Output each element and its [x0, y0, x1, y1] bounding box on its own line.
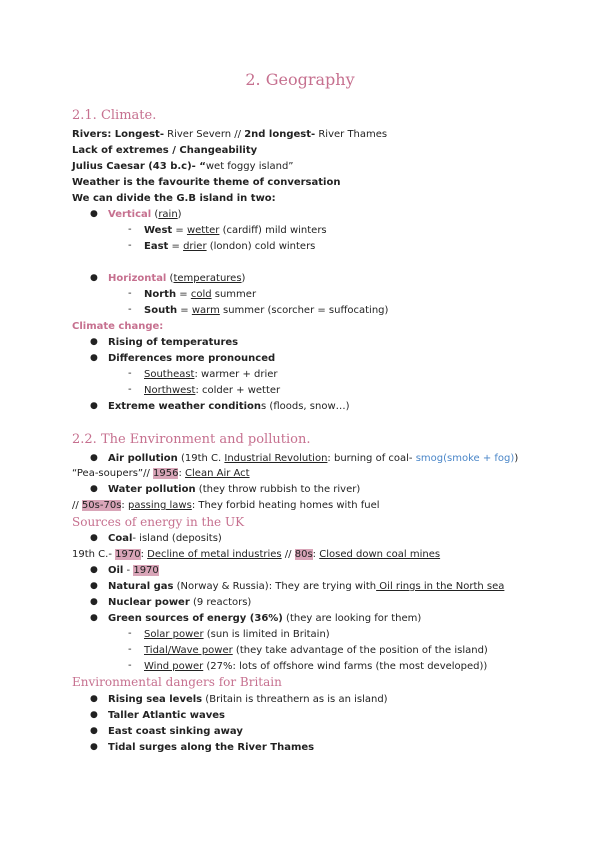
bullet-icon: ● [90, 401, 98, 411]
dash-icon: - [128, 288, 132, 299]
caesar-line: Julius Caesar (43 b.c)- “wet foggy island” [72, 161, 294, 172]
surges-item: Tidal surges along the River Thames [108, 742, 315, 753]
bullet-icon: ● [90, 353, 98, 363]
waves-item: Taller Atlantic waves [108, 710, 226, 721]
northwest-item: Northwest: colder + wetter [144, 385, 281, 396]
section-heading-environment: 2.2. The Environment and pollution. [72, 432, 311, 447]
wind-item: Wind power (27%: lots of offshore wind farms (the most developed)) [144, 661, 488, 672]
water-pollution-item: Water pollution (they throw rubbish to the river) [108, 484, 361, 495]
rivers-line: Rivers: Longest- River Severn // 2nd longest- River Thames [72, 129, 388, 140]
bullet-icon: ● [90, 581, 98, 591]
bullet-icon: ● [90, 726, 98, 736]
nuclear-item: Nuclear power (9 reactors) [108, 597, 252, 608]
north-item: North = cold summer [144, 289, 257, 300]
solar-item: Solar power (sun is limited in Britain) [144, 629, 330, 640]
coal-item: Coal- island (deposits) [108, 533, 222, 544]
differences-item: Differences more pronounced [108, 353, 276, 364]
pea-soupers-line: “Pea-soupers”// 1956: Clean Air Act [72, 468, 250, 479]
dash-icon: - [128, 628, 132, 639]
bullet-icon: ● [90, 209, 98, 219]
lack-line: Lack of extremes / Changeability [72, 145, 258, 156]
page-title: 2. Geography [245, 70, 355, 89]
green-energy-item: Green sources of energy (36%) (they are looking for them) [108, 613, 422, 624]
metal-industries-line: 19th C.- 1970: Decline of metal industries // 80s: Closed down coal mines [72, 549, 441, 560]
bullet-icon: ● [90, 565, 98, 575]
bullet-icon: ● [90, 453, 98, 463]
dash-icon: - [128, 368, 132, 379]
tidal-item: Tidal/Wave power (they take advantage of the position of the island) [144, 645, 488, 656]
east-item: East = drier (london) cold winters [144, 241, 316, 252]
weather-line: Weather is the favourite theme of conversation [72, 177, 341, 188]
air-pollution-item: Air pollution (19th C. Industrial Revolution: burning of coal- smog(smoke + fog)) [108, 453, 519, 464]
vertical-item: Vertical (rain) [108, 209, 182, 220]
energy-heading: Sources of energy in the UK [72, 515, 245, 529]
section-heading-climate: 2.1. Climate. [72, 108, 157, 123]
south-item: South = warm summer (scorcher = suffocating) [144, 305, 389, 316]
dash-icon: - [128, 644, 132, 655]
divide-line: We can divide the G.B island in two: [72, 193, 276, 204]
west-item: West = wetter (cardiff) mild winters [144, 225, 327, 236]
bullet-icon: ● [90, 273, 98, 283]
laws-line: // 50s-70s: passing laws: They forbid heating homes with fuel [72, 500, 380, 511]
natural-gas-item: Natural gas (Norway & Russia): They are trying with Oil rings in the North sea [108, 581, 505, 592]
dash-icon: - [128, 240, 132, 251]
bullet-icon: ● [90, 742, 98, 752]
oil-item: Oil - 1970 [108, 565, 159, 576]
bullet-icon: ● [90, 613, 98, 623]
bullet-icon: ● [90, 337, 98, 347]
bullet-icon: ● [90, 710, 98, 720]
sea-levels-item: Rising sea levels (Britain is threathern as is an island) [108, 694, 388, 705]
dash-icon: - [128, 384, 132, 395]
dash-icon: - [128, 304, 132, 315]
bullet-icon: ● [90, 694, 98, 704]
dash-icon: - [128, 224, 132, 235]
southeast-item: Southeast: warmer + drier [144, 369, 278, 380]
extreme-item: Extreme weather conditions (floods, snow…) [108, 401, 350, 412]
bullet-icon: ● [90, 597, 98, 607]
dangers-heading: Environmental dangers for Britain [72, 675, 282, 689]
bullet-icon: ● [90, 533, 98, 543]
rising-item: Rising of temperatures [108, 337, 239, 348]
horizontal-item: Horizontal (temperatures) [108, 273, 246, 284]
climate-change-label: Climate change: [72, 321, 164, 332]
bullet-icon: ● [90, 484, 98, 494]
dash-icon: - [128, 660, 132, 671]
coast-item: East coast sinking away [108, 726, 243, 737]
